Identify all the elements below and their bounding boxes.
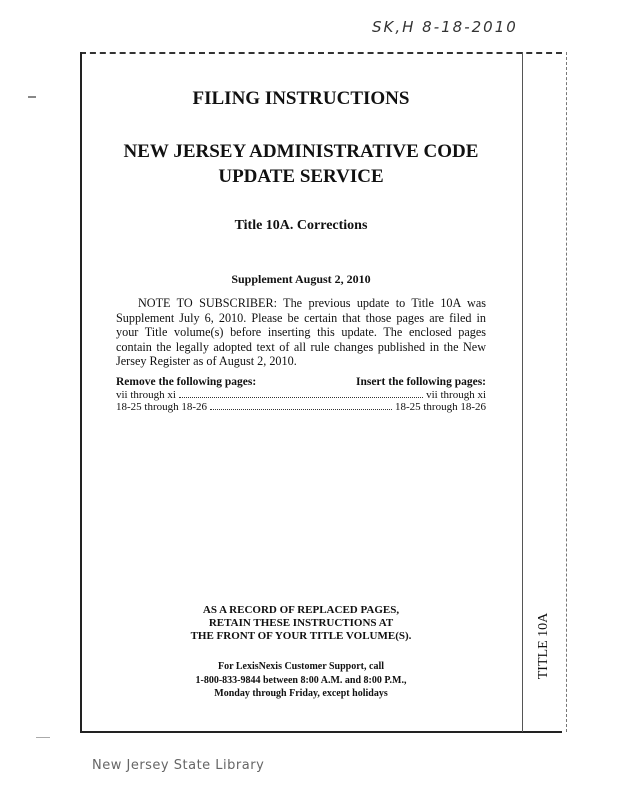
support-line-1: For LexisNexis Customer Support, call <box>217 661 384 672</box>
table-row <box>116 401 486 414</box>
spine-label: TITLE 10A <box>536 612 551 680</box>
subscriber-note: NOTE TO SUBSCRIBER: The previous update to Title 10A was Supplement July 6, 2010. Please be certain that those pages are filed in your Title volume(s) before inserting this update. The enclosed pages contain the legally adopted text of all rule changes published in the New Jersey Register as of August 2, 2010. <box>116 296 486 368</box>
remove-header: Remove the following pages: <box>116 376 257 388</box>
subtitle-line-1: NEW JERSEY ADMINISTRATIVE CODE <box>123 141 479 162</box>
support-line-2: 1-800-833-9844 between 8:00 A.M. and 8:00 P.M., <box>195 674 407 686</box>
title-name: Title 10A. Corrections <box>234 218 368 233</box>
dot-leader <box>210 409 392 410</box>
retain-line-2: RETAIN THESE INSTRUCTIONS AT <box>208 617 394 629</box>
spine-tab <box>528 596 560 696</box>
remove-pages: 18-25 through 18-26 <box>116 401 208 413</box>
retain-line-1: AS A RECORD OF REPLACED PAGES, <box>202 604 400 616</box>
page-replacement-table <box>116 376 486 414</box>
retain-line-3: THE FRONT OF YOUR TITLE VOLUME(S). <box>190 630 412 642</box>
remove-pages: vii through xi <box>116 388 176 401</box>
frame-left-border <box>80 52 82 732</box>
scan-speck <box>28 96 36 98</box>
insert-pages: vii through xi <box>426 388 486 401</box>
subtitle-line-2: UPDATE SERVICE <box>218 166 384 187</box>
retain-instructions <box>116 604 486 643</box>
page-heading: FILING INSTRUCTIONS <box>192 88 410 109</box>
insert-header: Insert the following pages: <box>355 376 486 388</box>
table-row <box>116 389 486 402</box>
customer-support-info <box>116 660 486 701</box>
insert-pages: 18-25 through 18-26 <box>394 401 486 413</box>
scan-speck <box>36 737 50 738</box>
table-header <box>116 376 486 389</box>
handwritten-annotation: SK,H 8-18-2010 <box>372 18 518 36</box>
frame-right-border <box>566 52 567 732</box>
supplement-date: Supplement August 2, 2010 <box>231 272 371 286</box>
spine-divider <box>522 52 523 732</box>
support-line-3: Monday through Friday, except holidays <box>214 688 388 699</box>
dot-leader <box>179 397 423 398</box>
frame-bottom-border <box>80 731 562 733</box>
frame-top-border <box>80 52 562 54</box>
library-stamp: New Jersey State Library <box>92 758 265 773</box>
